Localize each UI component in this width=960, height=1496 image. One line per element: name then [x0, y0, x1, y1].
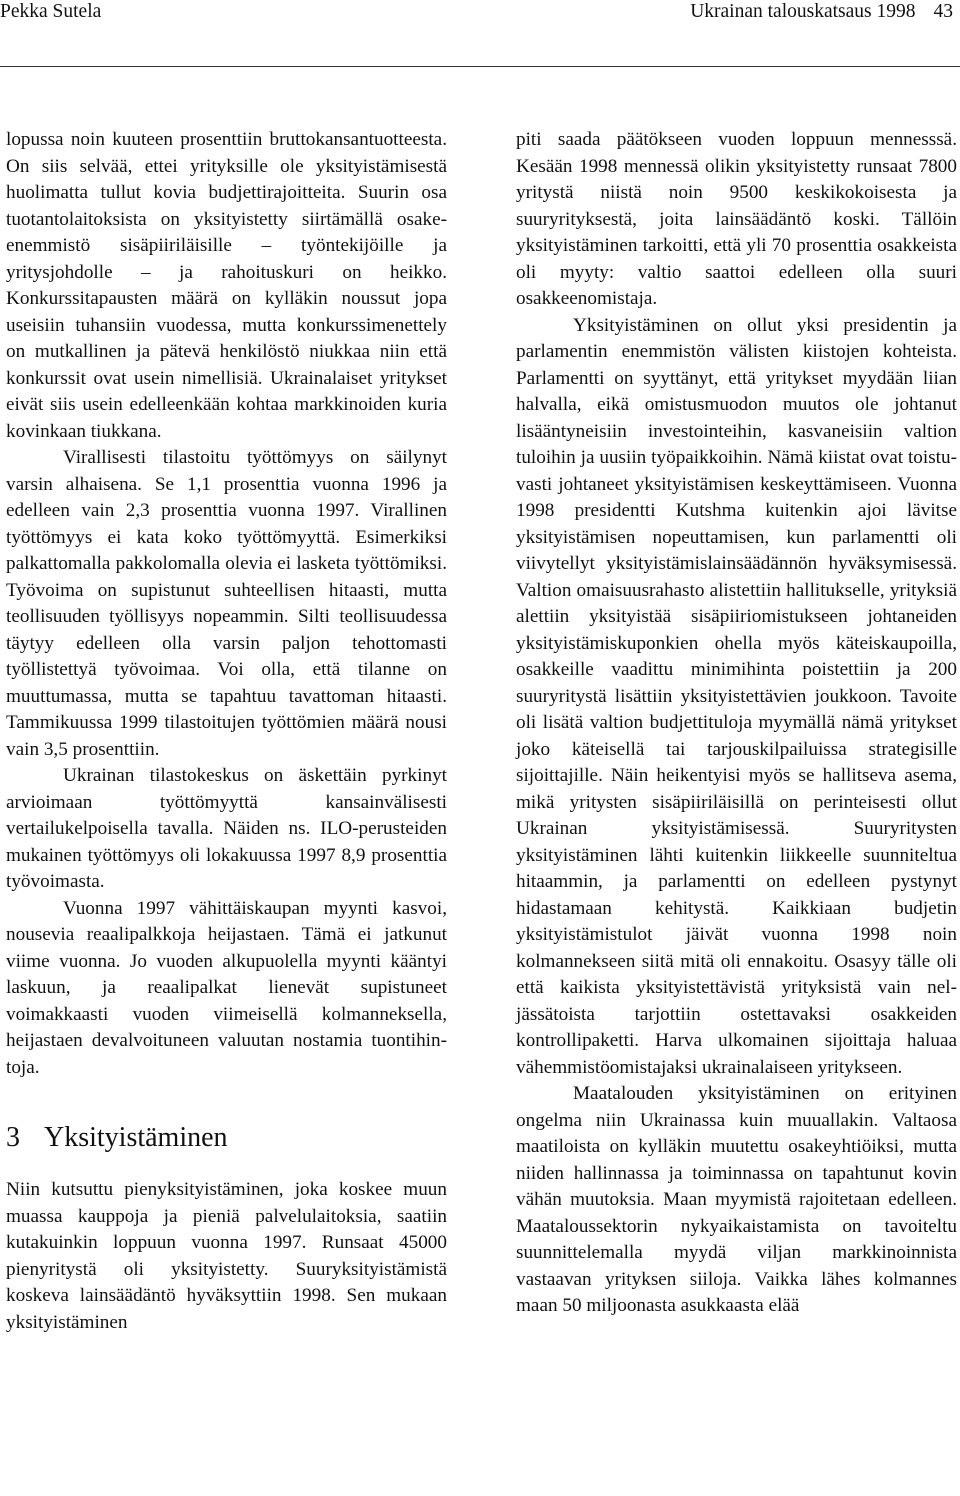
- header-title: Ukrainan talouskatsaus 1998: [690, 1, 916, 22]
- right-column: [516, 127, 957, 1320]
- section-heading: [6, 1121, 447, 1155]
- header-rule: [0, 66, 960, 67]
- left-paragraph-1: lopussa noin kuuteen prosenttiin bruttokansantuotteesta. On siis selvää, ettei yrityksille ole yksityistämisestä huolimatta tullut kovia budjettirajoitteita. Suurin osa tuotantolaitoksista on yksityistetty siirtämällä osakeenemmistö sisäpiiriläisille – työntekijöille ja yritysjohdolle – ja rahoituskuri on heikko. Konkurssitapausten määrä on kylläkin noussut jopa useisiin tuhansiin vuodessa, mutta konkurssimenettely on mutkallinen ja pätevä henkilöstö niukkaa niin että konkurssit ovat usein nimellisiä. Ukrainalaiset yritykset eivät siis usein edelleenkään kohtaa markkinoiden kuria kovinkaan tiukkana.: [6, 129, 447, 442]
- running-header: [0, 0, 960, 28]
- left-paragraph-3: Ukrainan tilastokeskus on äskettäin pyrkinyt arvioimaan työttömyyttä kansainvälisesti vertailukelpoisella tavalla. Näiden ns. ILO-perusteiden mukainen työttömyys oli lokakuussa 1997 8,9 prosenttia työvoimasta.: [6, 765, 447, 892]
- section-number: 3: [6, 1122, 20, 1153]
- left-paragraph-2: Virallisesti tilastoitu työttömyys on säilynyt varsin alhaisena. Se 1,1 prosenttia vuonna 1996 ja edelleen vain 2,3 prosenttia vuonna 1997. Virallinen työttömyys ei kata koko työttömyyttä. Esimerkiksi palkattomalla pakkolomalla olevia ei lasketa työttömiksi. Työvoima on supistunut suhteellisen hitaasti, mutta teollisuuden työllisyys nopeammin. Silti teollisuudessa täytyy edelleen olla varsin paljon tehottomasti työllistettyä työvoimaa. Voi olla, että tilanne on muuttumassa, mutta se tapahtuu tavattoman hitaasti. Tammikuussa 1999 tilastoitujen työttömien määrä nousi vain 3,5 prosenttiin.: [6, 447, 447, 760]
- right-paragraph-2: Yksityistäminen on ollut yksi presidentin ja parlamentin enemmistön välisten kiistojen kohteista. Parlamentti on syyttänyt, että yritykset myydään liian halvalla, eikä omistusmuodon muutos ole johtanut lisääntyneisiin investointeihin, kasvaneisiin valtion tuloihin ja uusiin työpaikkoihin. Nämä kiistat ovat toistuvasti johtaneet yksityistämisen keskeyttämiseen. Vuonna 1998 presidentti Kutshma kuitenkin ajoi lävitse yksityistämisen nopeuttamisen, kun parlamentti oli viivytellyt yksityistämislainsäädännön hyväksymisessä. Valtion omaisuusrahasto alistettiin hallitukselle, yrityksiä alettiin yksityistää sisäpiiriomistukseen johtaneiden yksityistämiskuponkien ohella myös käteiskaupoilla, osakkeille vaadittu minimihinta poistettiin ja 200 suuryritystä lisättiin yksityistettävien joukkoon. Tavoite oli lisätä valtion budjettituloja myymällä nämä yritykset joko käteisellä tai tarjouskilpailuissa strategisille sijoittajille. Näin heikentyisi myös se hallitseva asema, mikä yritysten sisäpiiriläisillä on perinteisesti ollut Ukrainan yksityistämisessä. Suuryritysten yksityistäminen lähti kuitenkin liikkeelle suunniteltua hitaammin, ja parlamentti on edelleen pystynyt hidastamaan kehitystä. Kaikkiaan budjetin yksityistämistulot jäivät vuonna 1998 noin kolmannekseen siitä mitä oli ennakoitu. Osasyy tälle oli että kaikista yksityistettävistä yrityksistä vain neljässätoista tarjottiin ostettavaksi osakkeiden kontrollipaketti. Harva ulkomainen sijoittaja haluaa vähemmistöomistajaksi ukrainalaiseen yritykseen.: [516, 314, 957, 1078]
- header-right: [672, 0, 953, 24]
- section-title: Yksityistäminen: [44, 1122, 228, 1153]
- right-paragraph-1: piti saada päätökseen vuoden loppuun mennesssä. Kesään 1998 mennessä olikin yksityistetty runsaat 7800 yritystä niistä noin 9500 keskikokoisesta ja suuryrityksestä, joita lainsäädäntö koski. Tällöin yksityistäminen tarkoitti, että yli 70 prosenttia osakkeista oli myyty: valtio saattoi edelleen olla suuri osakkeenomistaja.: [516, 129, 957, 309]
- section-paragraph-1: Niin kutsuttu pienyksityistäminen, joka koskee muun muassa kauppoja ja pieniä palvelulaitoksia, saatiin kutakuinkin loppuun vuonna 1997. Runsaat 45000 pienyritystä oli yksityistetty. Suuryksityistämistä koskeva lainsäädäntö hyväksyttiin 1998. Sen mukaan yksityistäminen: [6, 1179, 447, 1333]
- right-paragraph-3: Maatalouden yksityistäminen on erityinen ongelma niin Ukrainassa kuin muuallakin. Valtaosa maatiloista on kylläkin muutettu osakeyhtiöiksi, mutta niiden hallinnassa ja toiminnassa on tapahtunut kovin vähän muutoksia. Maan myymistä rajoitetaan edelleen. Maataloussektorin nykyaikaistamista on tavoiteltu suunnittelemalla myydä viljan markkinoinnista vastaavan yrityksen siiloja. Vaikka lähes kolmannes maan 50 miljoonasta asukkaasta elää: [516, 1083, 957, 1316]
- left-column: [6, 127, 447, 1336]
- header-author: Pekka Sutela: [0, 1, 102, 22]
- left-paragraph-4: Vuonna 1997 vähittäiskaupan myynti kasvoi, nousevia reaalipalkkoja heijastaen. Tämä ei jatkunut viime vuonna. Jo vuoden alkupuolella myynti kääntyi laskuun, ja reaalipalkat lienevät supistuneet voimakkaasti vuoden viimeisellä kolmanneksella, heijastaen devalvoituneen valuutan nostamia tuontihintoja.: [6, 897, 447, 1078]
- page-number: 43: [933, 1, 953, 22]
